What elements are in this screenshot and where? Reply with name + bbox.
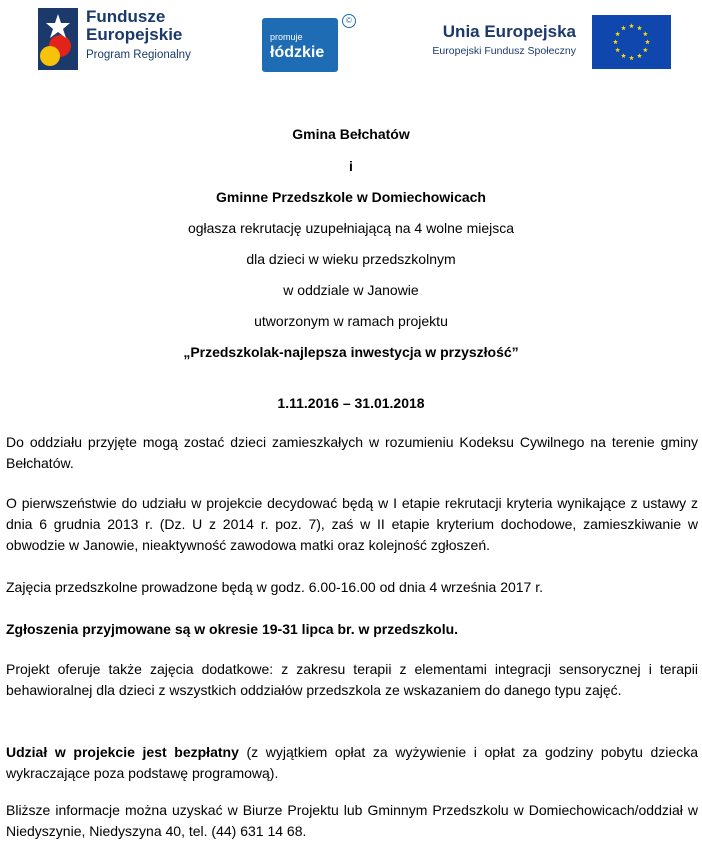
paragraph-applications: Zgłoszenia przyjmowane są w okresie 19-31 lipca br. w przedszkolu. bbox=[6, 621, 459, 637]
free-participation-rest: (z wyjątkiem opłat za wyżywienie i opłat za godziny pobytu dziecka wykraczające poza podstawę programową). bbox=[6, 744, 698, 781]
eu-star-icon bbox=[637, 53, 642, 58]
lodzkie-box bbox=[262, 18, 338, 72]
fe-line2: Europejskie bbox=[86, 25, 183, 44]
fundusze-europejskie-star-icon bbox=[36, 6, 82, 72]
eu-star-icon bbox=[643, 31, 648, 36]
eu-star-icon bbox=[645, 39, 650, 44]
eu-star-icon bbox=[643, 47, 648, 52]
header-line5: dla dzieci w wieku przedszkolnym bbox=[246, 251, 456, 267]
eu-star-icon bbox=[615, 31, 620, 36]
ue-line1: Unia Europejska bbox=[442, 22, 576, 41]
ue-line2: Europejski Fundusz Społeczny bbox=[432, 45, 576, 57]
eu-stars-icon bbox=[592, 15, 671, 69]
eu-star-icon bbox=[629, 55, 634, 60]
paragraph-criteria: O pierwszeństwie do udziału w projekcie decydować będą w I etapie rekrutacji kryteria wynikające z ustawy z dnia 6 grudnia 2013 r. (Dz. U z 2014 r. poz. 7), zaś w II etapie kryterium dochodowe, zamieszkiwanie w obwodzie w Janowie, nieaktywność zawodowa matki oraz kolejność zgłoszeń. bbox=[6, 495, 698, 553]
lodzkie-small-text: promuje bbox=[270, 32, 303, 42]
header-line1: Gmina Bełchatów bbox=[292, 126, 410, 142]
free-participation-bold: Udział w projekcie jest bezpłatny bbox=[6, 744, 239, 760]
header-line7: utworzonym w ramach projektu bbox=[254, 313, 448, 329]
fundusze-europejskie-text bbox=[86, 8, 191, 63]
eu-star-icon bbox=[637, 26, 642, 31]
header-line3: Gminne Przedszkole w Domiechowicach bbox=[216, 189, 486, 205]
paragraph-contact: Bliższe informacje można uzyskać w Biurze Projektu lub Gminnym Przedszkolu w Domiechowicach/oddział w Niedyszynie, Niedyszyna 40, tel. (44) 631 14 68. bbox=[6, 802, 698, 839]
eu-star-icon bbox=[615, 47, 620, 52]
unia-europejska-text bbox=[402, 22, 576, 58]
header-line6: w oddziale w Janowie bbox=[283, 282, 419, 298]
eu-star-icon bbox=[629, 23, 634, 28]
header-line2: i bbox=[349, 158, 353, 174]
fe-line3: Program Regionalny bbox=[86, 49, 191, 61]
paragraph-hours: Zajęcia przedszkolne prowadzone będą w godz. 6.00-16.00 od dnia 4 września 2017 r. bbox=[6, 579, 544, 595]
lodzkie-big-text: łódzkie bbox=[270, 44, 325, 61]
project-dates: 1.11.2016 – 31.01.2018 bbox=[277, 395, 425, 411]
paragraph-eligibility: Do oddziału przyjęte mogą zostać dzieci zamieszkałych w rozumieniu Kodeksu Cywilnego na terenie gminy Bełchatów. bbox=[6, 434, 698, 471]
paragraph-free bbox=[6, 742, 698, 784]
fe-line1: Fundusze bbox=[86, 7, 166, 26]
eu-star-icon bbox=[621, 26, 626, 31]
header-line4: ogłasza rekrutację uzupełniającą na 4 wolne miejsca bbox=[187, 220, 515, 236]
eu-star-icon bbox=[621, 53, 626, 58]
fundusze-europejskie-logo bbox=[36, 6, 226, 72]
promuje-lodzkie-logo bbox=[262, 14, 358, 72]
eu-flag-icon bbox=[592, 15, 671, 69]
eu-star-icon bbox=[613, 39, 618, 44]
logo-bar bbox=[0, 0, 702, 80]
paragraph-extra-classes: Projekt oferuje także zajęcia dodatkowe: z zakresu terapii z elementami integracji sensorycznej i terapii behawioralnej dla dzieci z wszystkich oddziałów przedszkola ze wskazaniem do danego typu zajęć. bbox=[6, 661, 698, 698]
project-name: „Przedszkolak-najlepsza inwestycja w przyszłość” bbox=[183, 344, 519, 360]
copyright-mark: © bbox=[342, 14, 356, 28]
